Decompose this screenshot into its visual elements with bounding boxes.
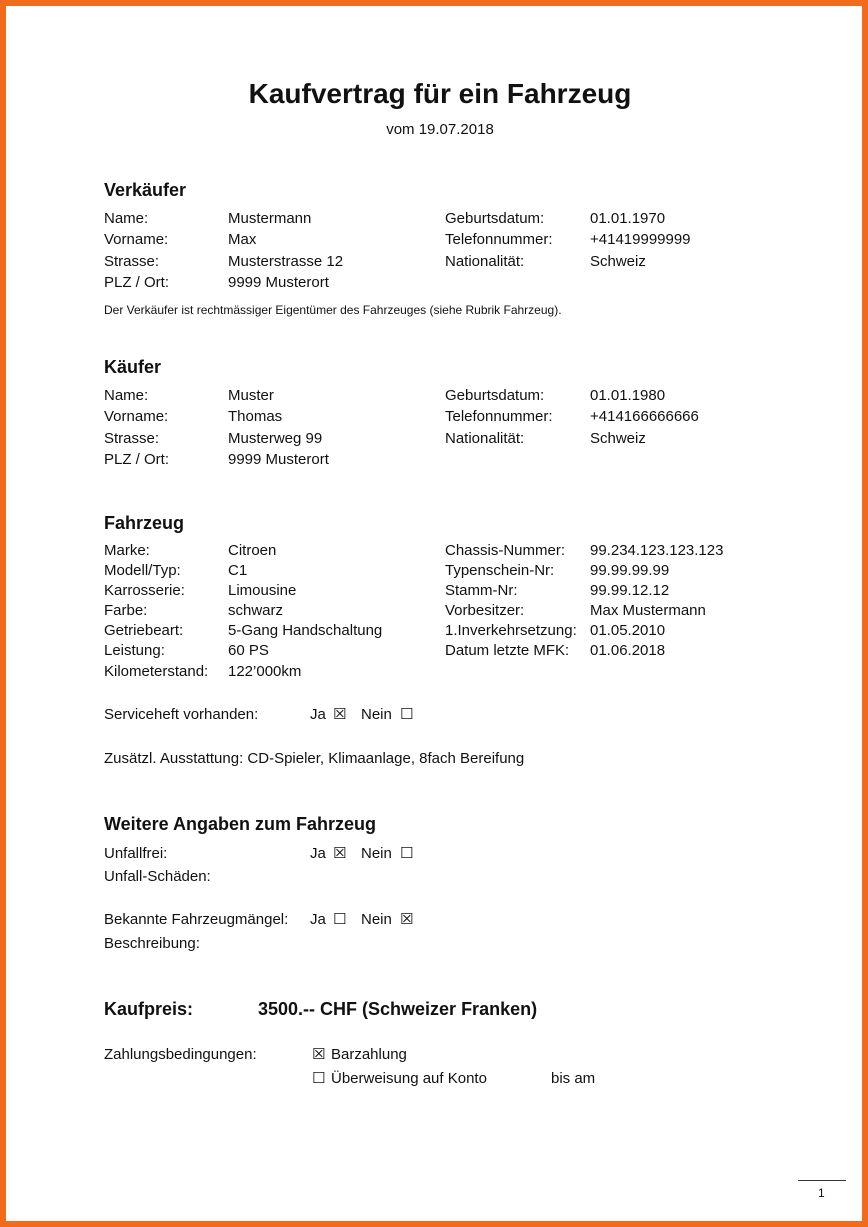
seller-street-value: Musterstrasse 12 [228,253,344,270]
seller-city-value: 9999 Musterort [228,274,329,291]
more-info-heading: Weitere Angaben zum Fahrzeug [104,814,377,834]
accident-free-label: Unfallfrei: [104,845,168,862]
vehicle-typenschein-value: 99.99.99.99 [590,562,670,579]
seller-firstname-label: Vorname: [104,231,169,248]
buyer-name-value: Muster [228,387,274,404]
accident-free-no-checkbox[interactable]: ☐ [400,845,414,862]
price-value: 3500.-- CHF (Schweizer Franken) [258,999,538,1019]
payment-transfer-label: Überweisung auf Konto [331,1070,487,1087]
vehicle-mileage-label: Kilometerstand: [104,663,209,680]
seller-street-label: Strasse: [104,253,160,270]
vehicle-previous-owner-label: Vorbesitzer: [445,602,525,619]
buyer-street-label: Strasse: [104,430,160,447]
vehicle-gearbox-label: Getriebeart: [104,622,184,639]
document-title: Kaufvertrag für ein Fahrzeug [248,78,632,109]
vehicle-power-label: Leistung: [104,642,165,659]
serviceheft-yes-checkbox[interactable]: ☒ [333,706,347,723]
seller-firstname-value: Max [228,231,257,248]
payment-transfer-checkbox[interactable]: ☐ [312,1070,326,1087]
buyer-heading: Käufer [104,357,162,377]
description-label: Beschreibung: [104,935,200,952]
accident-free-yes-label: Ja [310,845,326,862]
page-number: 1 [818,1186,825,1200]
payment-cash-checkbox[interactable]: ☒ [312,1046,326,1063]
vehicle-brand-label: Marke: [104,542,150,559]
seller-heading: Verkäufer [104,180,187,200]
vehicle-stamm-label: Stamm-Nr: [445,582,518,599]
vehicle-previous-owner-value: Max Mustermann [590,602,706,619]
buyer-nationality-value: Schweiz [590,430,646,447]
seller-phone-value: +41419999999 [590,231,691,248]
vehicle-chassis-label: Chassis-Nummer: [445,542,566,559]
vehicle-last-mfk-value: 01.06.2018 [590,642,666,659]
footer-rule [798,1180,846,1181]
price-label: Kaufpreis: [104,999,194,1019]
defects-label: Bekannte Fahrzeugmängel: [104,911,289,928]
buyer-firstname-label: Vorname: [104,408,169,425]
buyer-city-value: 9999 Musterort [228,451,329,468]
accident-free-yes-checkbox[interactable]: ☒ [333,845,347,862]
vehicle-color-label: Farbe: [104,602,148,619]
defects-yes-label: Ja [310,911,326,928]
buyer-city-label: PLZ / Ort: [104,451,170,468]
seller-phone-label: Telefonnummer: [445,231,553,248]
vehicle-body-label: Karrosserie: [104,582,185,599]
vehicle-first-registration-value: 01.05.2010 [590,622,666,639]
vehicle-brand-value: Citroen [228,542,277,559]
vehicle-model-label: Modell/Typ: [104,562,181,579]
vehicle-power-value: 60 PS [228,642,269,659]
seller-ownership-note: Der Verkäufer ist rechtmässiger Eigentümer des Fahrzeuges (siehe Rubrik Fahrzeug). [104,303,562,317]
buyer-birthdate-value: 01.01.1980 [590,387,666,404]
buyer-firstname-value: Thomas [228,408,283,425]
vehicle-first-registration-label: 1.Inverkehrsetzung: [445,622,577,639]
document-date: vom 19.07.2018 [386,121,494,138]
serviceheft-no-checkbox[interactable]: ☐ [400,706,414,723]
payment-terms-label: Zahlungsbedingungen: [104,1046,257,1063]
vehicle-color-value: schwarz [228,602,284,619]
defects-no-label: Nein [361,911,392,928]
accident-damage-label: Unfall-Schäden: [104,868,211,885]
vehicle-body-value: Limousine [228,582,297,599]
buyer-phone-label: Telefonnummer: [445,408,553,425]
buyer-phone-value: +414166666666 [590,408,699,425]
vehicle-typenschein-label: Typenschein-Nr: [445,562,555,579]
seller-birthdate-label: Geburtsdatum: [445,210,545,227]
vehicle-last-mfk-label: Datum letzte MFK: [445,642,570,659]
vehicle-gearbox-value: 5-Gang Handschaltung [228,622,383,639]
serviceheft-yes-label: Ja [310,706,326,723]
serviceheft-label: Serviceheft vorhanden: [104,706,259,723]
vehicle-extras: Zusätzl. Ausstattung: CD-Spieler, Klimaanlage, 8fach Bereifung [104,750,525,767]
seller-nationality-value: Schweiz [590,253,646,270]
defects-no-checkbox[interactable]: ☒ [400,911,414,928]
vehicle-stamm-value: 99.99.12.12 [590,582,670,599]
buyer-street-value: Musterweg 99 [228,430,323,447]
vehicle-model-value: C1 [228,562,248,579]
vehicle-mileage-value: 122’000km [228,663,302,680]
buyer-birthdate-label: Geburtsdatum: [445,387,545,404]
seller-city-label: PLZ / Ort: [104,274,170,291]
vehicle-chassis-value: 99.234.123.123.123 [590,542,724,559]
buyer-nationality-label: Nationalität: [445,430,525,447]
accident-free-no-label: Nein [361,845,392,862]
serviceheft-no-label: Nein [361,706,392,723]
seller-name-label: Name: [104,210,149,227]
payment-until-label: bis am [551,1070,596,1087]
seller-name-value: Mustermann [228,210,312,227]
buyer-name-label: Name: [104,387,149,404]
defects-yes-checkbox[interactable]: ☐ [333,911,347,928]
vehicle-heading: Fahrzeug [104,513,185,533]
seller-birthdate-value: 01.01.1970 [590,210,666,227]
payment-cash-label: Barzahlung [331,1046,407,1063]
seller-nationality-label: Nationalität: [445,253,525,270]
